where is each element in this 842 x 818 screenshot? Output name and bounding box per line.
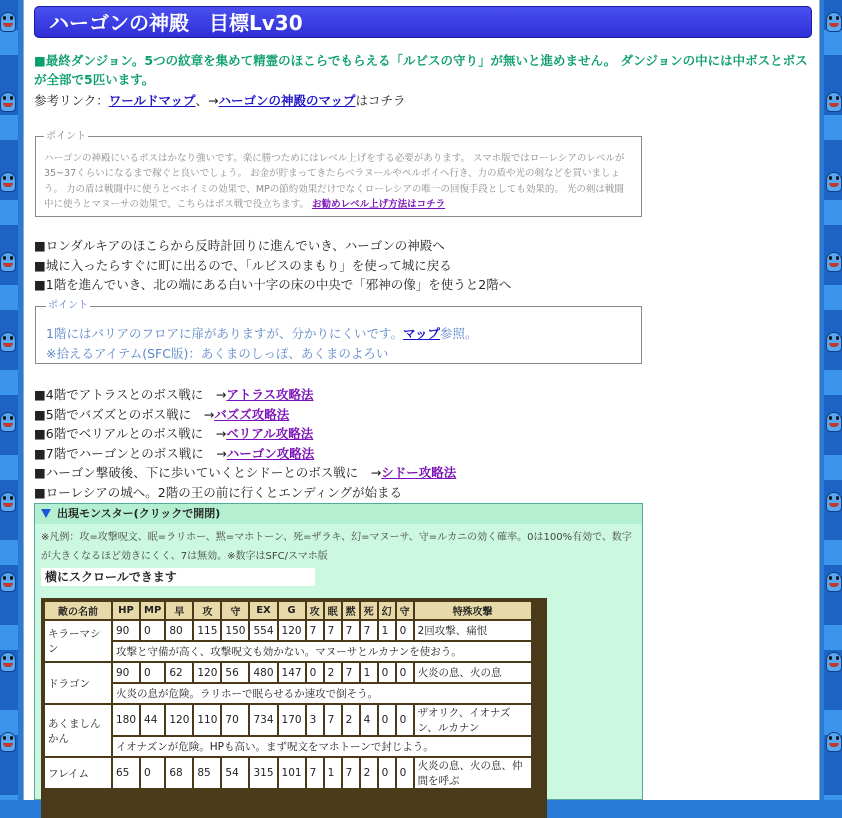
monster-panel <box>34 503 643 800</box>
stat-cell: 7 <box>343 663 359 682</box>
table-row <box>45 705 531 735</box>
berial-strategy-link[interactable]: ベリアル攻略法 <box>226 426 314 441</box>
slime-icon <box>826 570 842 592</box>
stat-cell: 90 <box>113 663 139 682</box>
boss-step-berial <box>34 424 456 444</box>
boss-steps <box>34 385 456 502</box>
stat-cell: 65 <box>113 758 139 788</box>
reference-links <box>34 91 406 110</box>
stat-cell: 85 <box>194 758 220 788</box>
monster-name: あくましんかん <box>45 705 111 756</box>
special-attack: ザオリク、イオナズン、ルカナン <box>415 705 531 735</box>
point-box-2-legend: ポイント <box>48 300 88 311</box>
stat-cell: 80 <box>166 621 192 640</box>
stat-cell: 480 <box>250 663 276 682</box>
stat-cell: 0 <box>397 621 413 640</box>
table-row <box>45 621 531 640</box>
special-attack: 2回攻撃、痛恨 <box>415 621 531 640</box>
stat-cell: 54 <box>222 758 248 788</box>
slime-icon <box>826 90 842 112</box>
table-header-row <box>45 602 531 619</box>
step-item: ■ロンダルキアのほこらから反時計回りに進んでいき、ハーゴンの神殿へ <box>34 238 445 253</box>
boss-step-text: ■4階でアトラスとのボス戦に → <box>34 387 227 402</box>
stat-cell: 0 <box>379 705 395 735</box>
col-mp: MP <box>141 602 164 619</box>
monster-panel-toggle[interactable] <box>35 504 642 524</box>
stat-cell: 7 <box>325 705 341 735</box>
stat-cell: 2 <box>343 705 359 735</box>
ref-prefix: 参考リンク： <box>34 93 109 108</box>
monster-legend: ※凡例：攻=攻撃呪文、眠=ラリホー、黙=マホトーン、死=ザラキ、幻=マヌーサ、守=ルカニの効く確率。0は100%有効で、数字が大きくなるほど効きにくく、7は無効。※数字はSFC/スマホ版 <box>41 532 632 562</box>
monster-panel-title: 出現モンスター(クリックで開閉) <box>57 507 221 520</box>
slime-icon <box>0 250 16 272</box>
col-res-death: 死 <box>361 602 377 619</box>
table-desc-row <box>45 684 531 703</box>
stat-cell: 170 <box>279 705 305 735</box>
stat-cell: 0 <box>141 758 164 788</box>
slime-icon <box>826 10 842 32</box>
table-row <box>45 758 531 788</box>
step-item: ■城に入ったらすぐに町に出るので、「ルビスのまもり」を使って城に戻る <box>34 257 452 273</box>
left-border-decoration <box>0 0 18 800</box>
boss-step-text: ■7階でハーゴンとのボス戦に → <box>34 445 227 461</box>
stat-cell: 2 <box>325 663 341 682</box>
point-box-1-legend: ポイント <box>46 131 86 142</box>
slime-icon <box>0 570 16 592</box>
col-gold: G <box>279 602 305 619</box>
slime-icon <box>0 170 16 192</box>
stat-cell: 150 <box>222 621 248 640</box>
stat-cell: 0 <box>141 621 164 640</box>
point-box-1-text: ハーゴンの神殿にいるボスはかなり強いです。楽に勝つためにはレベル上げをする必要があります。 スマホ版ではローレシアのレベルが35~37くらいになるまで稼ぐと良いでしょう。 お金が貯まってきたらベラヌールやペルポイへ行き、力の盾や光の剣などを買いましょう。 力の盾は戦闘中に使うとベホイミの効果で、MPの節約効果だけでなくローレシアの唯一の回復手段としても効果的。 光の剣は戦闘中に使うとマヌーサの効果で、こちらはボス戦で役立ちます。 <box>44 152 625 210</box>
col-res-sleep: 眠 <box>325 602 341 619</box>
ref-separator: 、→ <box>195 93 219 108</box>
stat-cell: 1 <box>325 758 341 788</box>
point-box-2 <box>35 296 642 364</box>
stat-cell: 70 <box>222 705 248 735</box>
monster-table-frame[interactable] <box>41 598 547 818</box>
slime-icon <box>0 90 16 112</box>
boss-step-buzz <box>34 405 456 425</box>
page-content <box>23 0 820 800</box>
stat-cell: 90 <box>113 621 139 640</box>
stat-cell: 1 <box>361 663 377 682</box>
intro-text: ■最終ダンジョン。5つの紋章を集めて精霊のほこらでもらえる「ルビスの守り」が無いと進めません。 ダンジョンの中には中ボスとボスが全部で5匹います。 <box>34 53 808 87</box>
monster-name: フレイム <box>45 758 111 788</box>
stat-cell: 0 <box>397 705 413 735</box>
stat-cell: 7 <box>361 621 377 640</box>
slime-icon <box>826 650 842 672</box>
point-2-text: 1階にはバリアのフロアに扉がありますが、分かりにくいです。 <box>46 326 403 341</box>
stat-cell: 7 <box>307 758 323 788</box>
boss-step-sidoh <box>34 463 456 483</box>
slime-icon <box>0 490 16 512</box>
stat-cell: 4 <box>361 705 377 735</box>
stat-cell: 180 <box>113 705 139 735</box>
table-row <box>45 663 531 682</box>
monster-description: イオナズンが危険。HPも高い。まず呪文をマホトーンで封じよう。 <box>113 737 531 756</box>
slime-icon <box>826 730 842 752</box>
stat-cell: 0 <box>397 758 413 788</box>
stat-cell: 1 <box>379 621 395 640</box>
monster-description: 火炎の息が危険。ラリホーで眠らせるか速攻で倒そう。 <box>113 684 531 703</box>
slime-icon <box>0 730 16 752</box>
col-defense: 守 <box>222 602 248 619</box>
stat-cell: 68 <box>166 758 192 788</box>
slime-icon <box>826 410 842 432</box>
scroll-note: 横にスクロールできます <box>41 568 315 586</box>
boss-step-hargon <box>34 444 456 464</box>
stat-cell: 0 <box>307 663 323 682</box>
level-up-method-link[interactable]: お勧めレベル上げ方法はコチラ <box>312 199 446 210</box>
stat-cell: 0 <box>379 758 395 788</box>
monster-table <box>43 600 533 790</box>
map-link[interactable]: マップ <box>402 326 440 341</box>
stat-cell: 56 <box>222 663 248 682</box>
col-res-illusion: 幻 <box>379 602 395 619</box>
sidoh-strategy-link[interactable]: シドー攻略法 <box>381 465 457 480</box>
right-border-decoration <box>824 0 842 800</box>
stat-cell: 101 <box>279 758 305 788</box>
boss-step-text: ■ローレシアの城へ。2階の王の前に行くとエンディングが始まる <box>34 484 402 500</box>
world-map-link[interactable]: ワールドマップ <box>108 93 196 108</box>
stat-cell: 7 <box>325 621 341 640</box>
stat-cell: 120 <box>194 663 220 682</box>
stat-cell: 0 <box>141 663 164 682</box>
special-attack: 火炎の息、火の息、仲間を呼ぶ <box>415 758 531 788</box>
table-desc-row <box>45 737 531 756</box>
slime-icon <box>0 330 16 352</box>
col-special: 特殊攻撃 <box>415 602 531 619</box>
slime-icon <box>826 250 842 272</box>
point-box-2-line1 <box>46 324 633 344</box>
boss-step-text: ■5階でバズズとのボス戦に → <box>34 406 215 422</box>
col-exp: EX <box>250 602 276 619</box>
table-desc-row <box>45 642 531 661</box>
col-speed: 早 <box>166 602 192 619</box>
stat-cell: 120 <box>166 705 192 735</box>
stat-cell: 7 <box>343 621 359 640</box>
step-item: ■1階を進んでいき、北の端にある白い十字の床の中央で「邪神の像」を使うと2階へ <box>34 277 512 292</box>
col-res-silence: 黙 <box>343 602 359 619</box>
slime-icon <box>0 410 16 432</box>
point-box-2-items: ※拾えるアイテム(SFC版)：あくまのしっぽ、あくまのよろい <box>46 346 389 361</box>
slime-icon <box>0 650 16 672</box>
stat-cell: 7 <box>343 758 359 788</box>
stat-cell: 554 <box>250 621 276 640</box>
stat-cell: 2 <box>361 758 377 788</box>
col-name: 敵の名前 <box>45 602 111 619</box>
temple-map-link[interactable]: ハーゴンの神殿のマップ <box>218 93 356 108</box>
atlas-strategy-link[interactable]: アトラス攻略法 <box>226 387 314 402</box>
buzz-strategy-link[interactable]: バズズ攻略法 <box>214 406 290 422</box>
dungeon-steps <box>34 236 511 295</box>
point-box-1 <box>35 129 642 217</box>
boss-step-ending <box>34 483 456 503</box>
stat-cell: 315 <box>250 758 276 788</box>
boss-step-text: ■ハーゴン撃破後、下に歩いていくとシドーとのボス戦に → <box>34 465 382 480</box>
monster-name: ドラゴン <box>45 663 111 703</box>
stat-cell: 44 <box>141 705 164 735</box>
page-title: ハーゴンの神殿 目標Lv30 <box>34 6 812 38</box>
stat-cell: 62 <box>166 663 192 682</box>
stat-cell: 3 <box>307 705 323 735</box>
slime-icon <box>826 170 842 192</box>
slime-icon <box>826 330 842 352</box>
col-res-defense: 守 <box>397 602 413 619</box>
col-attack: 攻 <box>194 602 220 619</box>
stat-cell: 734 <box>250 705 276 735</box>
stat-cell: 7 <box>307 621 323 640</box>
ref-suffix: はコチラ <box>355 93 406 108</box>
col-hp: HP <box>113 602 139 619</box>
stat-cell: 0 <box>397 663 413 682</box>
point-2-text-end: 参照。 <box>439 326 478 341</box>
triangle-down-icon <box>41 509 51 518</box>
boss-step-text: ■6階でベリアルとのボス戦に → <box>34 426 227 441</box>
monster-description: 攻撃と守備が高く、攻撃呪文も効かない。マヌーサとルカナンを使おう。 <box>113 642 531 661</box>
stat-cell: 0 <box>379 663 395 682</box>
slime-icon <box>0 10 16 32</box>
stat-cell: 147 <box>279 663 305 682</box>
stat-cell: 115 <box>194 621 220 640</box>
stat-cell: 110 <box>194 705 220 735</box>
slime-icon <box>826 490 842 512</box>
monster-name: キラーマシン <box>45 621 111 661</box>
col-res-attack: 攻 <box>307 602 323 619</box>
boss-step-atlas <box>34 385 456 405</box>
stat-cell: 120 <box>279 621 305 640</box>
hargon-strategy-link[interactable]: ハーゴン攻略法 <box>226 445 315 461</box>
special-attack: 火炎の息、火の息 <box>415 663 531 682</box>
